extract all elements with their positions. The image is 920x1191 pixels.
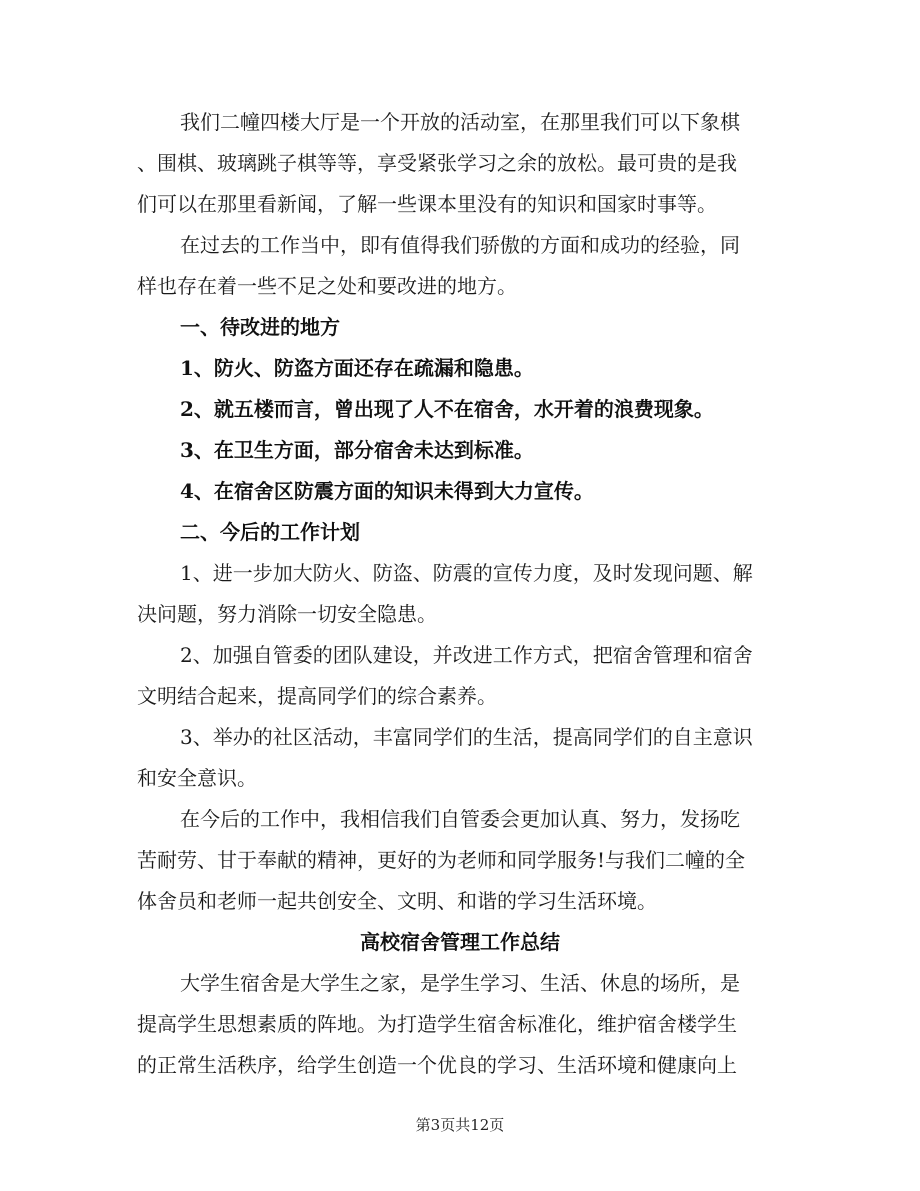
- paragraph-line: 样也存在着一些不足之处和要改进的地方。: [137, 274, 517, 298]
- paragraph-line: 体舍员和老师一起共创安全、文明、和谐的学习生活环境。: [137, 889, 657, 913]
- paragraph-line: 的正常生活秩序，给学生创造一个优良的学习、生活环境和健康向上: [137, 1053, 737, 1077]
- list-item: 2、就五楼而言，曾出现了人不在宿舍，水开着的浪费现象。: [180, 397, 714, 421]
- paragraph-line: 在过去的工作当中，即有值得我们骄傲的方面和成功的经验，同: [180, 233, 740, 257]
- paragraph-line: 、围棋、玻璃跳子棋等等，享受紧张学习之余的放松。最可贵的是我: [137, 151, 737, 175]
- paragraph-line: 苦耐劳、甘于奉献的精神，更好的为老师和同学服务!与我们二幢的全: [137, 848, 746, 872]
- list-item: 1、防火、防盗方面还存在疏漏和隐患。: [180, 356, 534, 380]
- paragraph-line: 和安全意识。: [137, 766, 257, 790]
- paragraph-line: 大学生宿舍是大学生之家，是学生学习、生活、休息的场所，是: [180, 971, 740, 995]
- document-title: 高校宿舍管理工作总结: [360, 930, 560, 954]
- section-heading: 二、今后的工作计划: [180, 520, 360, 544]
- paragraph-line: 决问题，努力消除一切安全隐患。: [137, 602, 437, 626]
- page-number-footer: 第3页共12页: [415, 1116, 505, 1134]
- paragraph-line: 我们二幢四楼大厅是一个开放的活动室，在那里我们可以下象棋: [180, 110, 740, 134]
- paragraph-line: 文明结合起来，提高同学们的综合素养。: [137, 684, 497, 708]
- paragraph-line: 们可以在那里看新闻，了解一些课本里没有的知识和国家时事等。: [137, 192, 717, 216]
- list-item: 3、举办的社区活动，丰富同学们的生活，提高同学们的自主意识: [180, 725, 753, 749]
- list-item: 3、在卫生方面，部分宿舍未达到标准。: [180, 438, 534, 462]
- paragraph-line: 在今后的工作中，我相信我们自管委会更加认真、努力，发扬吃: [180, 807, 740, 831]
- list-item: 2、加强自管委的团队建设，并改进工作方式，把宿舍管理和宿舍: [180, 643, 753, 667]
- list-item: 4、在宿舍区防震方面的知识未得到大力宣传。: [180, 479, 594, 503]
- paragraph-line: 提高学生思想素质的阵地。为打造学生宿舍标准化，维护宿舍楼学生: [137, 1012, 737, 1036]
- list-item: 1、进一步加大防火、防盗、防震的宣传力度，及时发现问题、解: [180, 561, 753, 585]
- section-heading: 一、待改进的地方: [180, 315, 340, 339]
